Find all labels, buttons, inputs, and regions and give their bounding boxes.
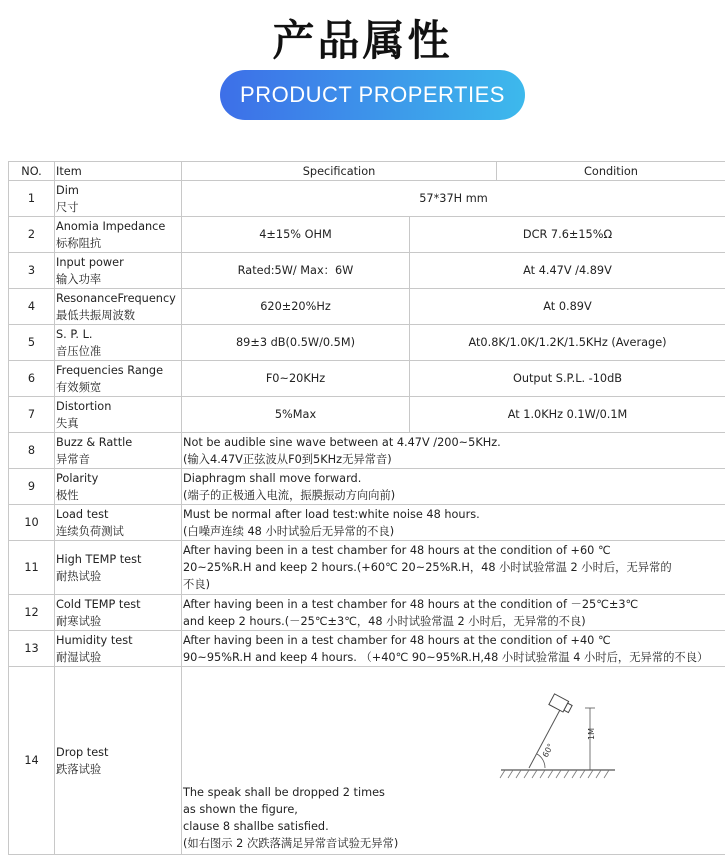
item-cn: 标称阻抗 [56, 236, 102, 250]
desc-line: (输入4.47V正弦波从F0到5KHz无异常音) [183, 452, 392, 466]
row-item [55, 541, 182, 595]
header-no: NO. [9, 162, 55, 181]
row-item [55, 325, 182, 361]
table-row [9, 433, 725, 469]
row-item [55, 469, 182, 505]
row-spec: 89±3 dB(0.5W/0.5M) [182, 325, 410, 361]
row-no: 13 [9, 631, 55, 667]
row-spec: 57*37H mm [182, 181, 725, 217]
row-item [55, 595, 182, 631]
item-cn: 跌落试验 [56, 762, 102, 776]
row-item [55, 433, 182, 469]
row-item [55, 217, 182, 253]
item-en: Load test [56, 507, 109, 521]
item-cn: 连续负荷测试 [56, 524, 124, 538]
header-condition: Condition [497, 162, 725, 181]
item-cn: 失真 [56, 416, 79, 430]
item-en: Anomia Impedance [56, 219, 166, 233]
row-condition: At0.8K/1.0K/1.2K/1.5KHz (Average) [410, 325, 725, 361]
row-item [55, 361, 182, 397]
desc-line: (如右图示 2 次跌落满足异常音试验无异常) [183, 836, 399, 850]
table-row [9, 469, 725, 505]
row-description [182, 541, 725, 595]
desc-line: 90~95%R.H and keep 4 hours. （+40℃ 90~95%R.H,48 小时试验常温 4 小时后，无异常的不良） [183, 650, 709, 664]
row-spec: 620±20%Hz [182, 289, 410, 325]
desc-line: Not be audible sine wave between at 4.47V /200~5KHz. [183, 435, 501, 449]
row-item [55, 397, 182, 433]
row-no: 1 [9, 181, 55, 217]
row-no: 8 [9, 433, 55, 469]
item-cn: 耐寒试验 [56, 614, 102, 628]
item-cn: 有效频宽 [56, 380, 102, 394]
item-en: S. P. L. [56, 327, 93, 341]
table-row [9, 631, 725, 667]
banner-label: PRODUCT PROPERTIES [240, 82, 505, 107]
row-no: 9 [9, 469, 55, 505]
header-item: Item [55, 162, 182, 181]
drop-test-text [183, 784, 398, 852]
table-row [9, 505, 725, 541]
row-no: 11 [9, 541, 55, 595]
item-cn: 输入功率 [56, 272, 102, 286]
properties-table [8, 161, 725, 855]
row-no: 5 [9, 325, 55, 361]
desc-line: Diaphragm shall move forward. [183, 471, 362, 485]
item-cn: 最低共振周波数 [56, 308, 136, 322]
drop-height-label: 1M [587, 727, 596, 740]
item-en: Distortion [56, 399, 112, 413]
drop-angle-label: 60° [540, 741, 556, 759]
row-item [55, 667, 182, 855]
desc-line: (端子的正极通入电流，振膜振动方向向前) [183, 488, 396, 502]
desc-line: 20~25%R.H and keep 2 hours.(+60℃ 20~25%R.H，48 小时试验常温 2 小时后，无异常的 [183, 561, 672, 574]
item-cn: 耐热试验 [56, 569, 102, 583]
row-condition: Output S.P.L. -10dB [410, 361, 725, 397]
desc-line: and keep 2 hours.(－25℃±3℃，48 小时试验常温 2 小时后，无异常的不良) [183, 614, 586, 628]
row-spec: Rated:5W/ Max：6W [182, 253, 410, 289]
desc-line: Must be normal after load test:white noise 48 hours. [183, 507, 480, 521]
row-item [55, 253, 182, 289]
table-row [9, 181, 725, 217]
table-row [9, 667, 725, 855]
drop-test-figure [499, 688, 617, 788]
item-en: Humidity test [56, 633, 133, 647]
product-properties-banner [220, 70, 525, 120]
row-spec: F0~20KHz [182, 361, 410, 397]
item-en: Polarity [56, 471, 99, 485]
row-condition: At 4.47V /4.89V [410, 253, 725, 289]
item-cn: 异常音 [56, 452, 90, 466]
item-cn: 耐湿试验 [56, 650, 102, 664]
row-item [55, 181, 182, 217]
row-description [182, 667, 725, 855]
desc-line: After having been in a test chamber for 48 hours at the condition of +60 ℃ [183, 544, 611, 557]
row-condition: At 1.0KHz 0.1W/0.1M [410, 397, 725, 433]
row-spec: 5%Max [182, 397, 410, 433]
table-row [9, 325, 725, 361]
table-row [9, 397, 725, 433]
row-item [55, 289, 182, 325]
item-en: Dim [56, 183, 79, 197]
row-description [182, 505, 725, 541]
desc-line: (白噪声连续 48 小时试验后无异常的不良) [183, 524, 395, 538]
table-row [9, 217, 725, 253]
desc-line: as shown the figure, [183, 802, 298, 816]
item-en: Input power [56, 255, 124, 269]
item-cn: 极性 [56, 488, 79, 502]
item-en: Cold TEMP test [56, 597, 141, 611]
item-en: ResonanceFrequency [56, 291, 176, 305]
row-no: 14 [9, 667, 55, 855]
row-condition: DCR 7.6±15%Ω [410, 217, 725, 253]
row-item [55, 505, 182, 541]
item-en: Frequencies Range [56, 363, 164, 377]
row-description [182, 433, 725, 469]
row-no: 6 [9, 361, 55, 397]
row-no: 2 [9, 217, 55, 253]
desc-line: 不良) [183, 578, 211, 591]
table-row [9, 595, 725, 631]
row-condition: At 0.89V [410, 289, 725, 325]
desc-line: clause 8 shallbe satisfied. [183, 819, 329, 833]
item-en: High TEMP test [56, 552, 142, 566]
row-description [182, 595, 725, 631]
row-no: 10 [9, 505, 55, 541]
desc-line: After having been in a test chamber for 48 hours at the condition of －25℃±3℃ [183, 597, 639, 611]
item-cn: 尺寸 [56, 200, 79, 214]
row-spec: 4±15% OHM [182, 217, 410, 253]
item-en: Drop test [56, 745, 109, 759]
row-no: 7 [9, 397, 55, 433]
desc-line: After having been in a test chamber for 48 hours at the condition of +40 ℃ [183, 633, 611, 647]
row-item [55, 631, 182, 667]
row-description [182, 469, 725, 505]
table-row [9, 253, 725, 289]
page-title-cn: 产品属性 [272, 16, 453, 65]
desc-line: The speak shall be dropped 2 times [183, 785, 385, 799]
row-description [182, 631, 725, 667]
item-cn: 音压位准 [56, 344, 102, 358]
row-no: 12 [9, 595, 55, 631]
table-header-row [9, 162, 725, 181]
table-row [9, 289, 725, 325]
header-spec: Specification [182, 162, 497, 181]
row-no: 4 [9, 289, 55, 325]
speaker-icon [549, 693, 573, 713]
table-row [9, 541, 725, 595]
table-row [9, 361, 725, 397]
item-en: Buzz & Rattle [56, 435, 133, 449]
row-no: 3 [9, 253, 55, 289]
